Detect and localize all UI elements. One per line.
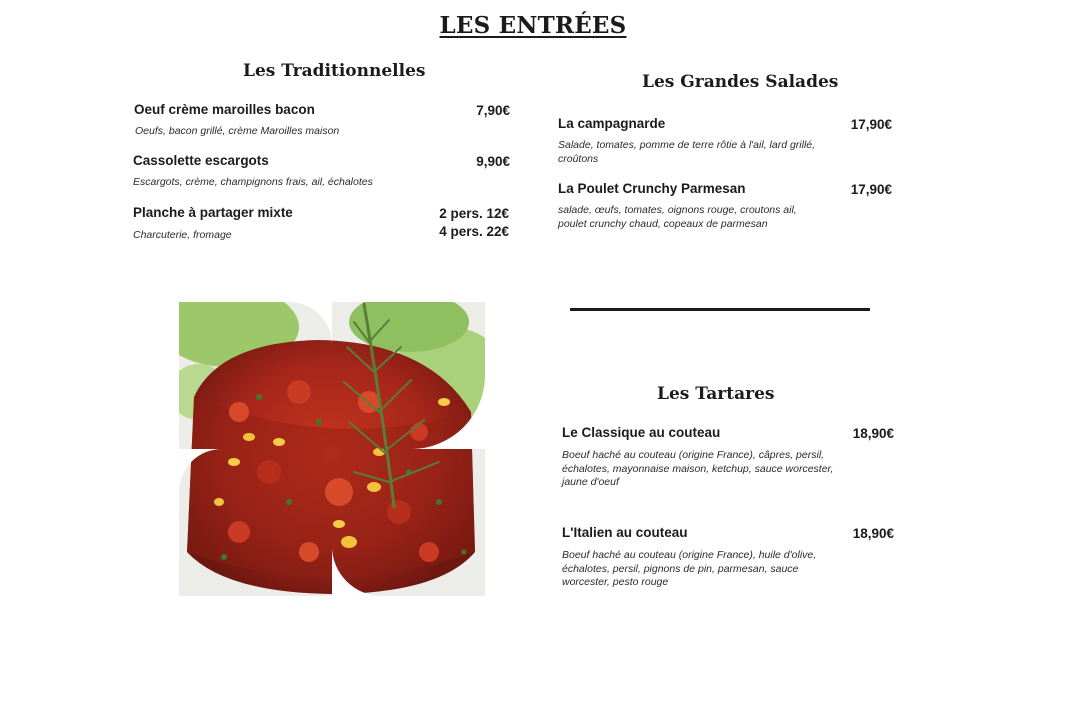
item-price-campagnarde: 17,90€ (850, 117, 892, 132)
item-name-campagnarde: La campagnarde (558, 116, 666, 131)
item-desc-planche: Charcuterie, fromage (133, 229, 232, 241)
item-desc-campagnarde: Salade, tomates, pomme de terre rôtie à l'ail, lard grillé, croûtons (558, 139, 816, 165)
section-title-tartares: Les Tartares (657, 384, 775, 404)
section-divider (570, 308, 870, 311)
item-price-oeuf: 7,90€ (476, 103, 510, 118)
item-desc-poulet-crunchy: salade, œufs, tomates, oignons rouge, croutons ail, poulet crunchy chaud, copeaux de parmesan (558, 204, 797, 230)
item-price-escargots: 9,90€ (476, 154, 510, 169)
item-desc-escargots: Escargots, crème, champignons frais, ail, échalotes (133, 176, 373, 188)
item-name-poulet-crunchy: La Poulet Crunchy Parmesan (558, 181, 746, 196)
item-name-oeuf: Oeuf crème maroilles bacon (134, 102, 315, 117)
page-title: LES ENTRÉES (439, 12, 627, 39)
item-price-planche-2pers: 2 pers. 12€ (439, 206, 509, 221)
item-name-classique: Le Classique au couteau (562, 425, 721, 440)
item-price-poulet-crunchy: 17,90€ (850, 182, 892, 197)
section-title-traditionnelles: Les Traditionnelles (243, 61, 426, 81)
item-name-escargots: Cassolette escargots (133, 153, 269, 168)
item-price-planche-4pers: 4 pers. 22€ (439, 224, 509, 239)
item-desc-classique: Boeuf haché au couteau (origine France), câpres, persil, échalotes, mayonnaise maison, ketchup, sauce worcester, jaune d'oeuf (562, 449, 834, 488)
item-desc-oeuf: Oeufs, bacon grillé, crème Maroilles maison (135, 125, 340, 137)
item-price-italien: 18,90€ (852, 526, 894, 541)
tartare-photo (179, 302, 485, 596)
item-desc-italien: Boeuf haché au couteau (origine France), huile d'olive, échalotes, persil, pignons de pin, parmesan, sauce worcester, pesto rouge (562, 549, 817, 588)
item-name-italien: L'Italien au couteau (562, 525, 688, 540)
item-name-planche: Planche à partager mixte (133, 205, 293, 220)
section-title-salades: Les Grandes Salades (642, 72, 839, 92)
item-price-classique: 18,90€ (852, 426, 894, 441)
